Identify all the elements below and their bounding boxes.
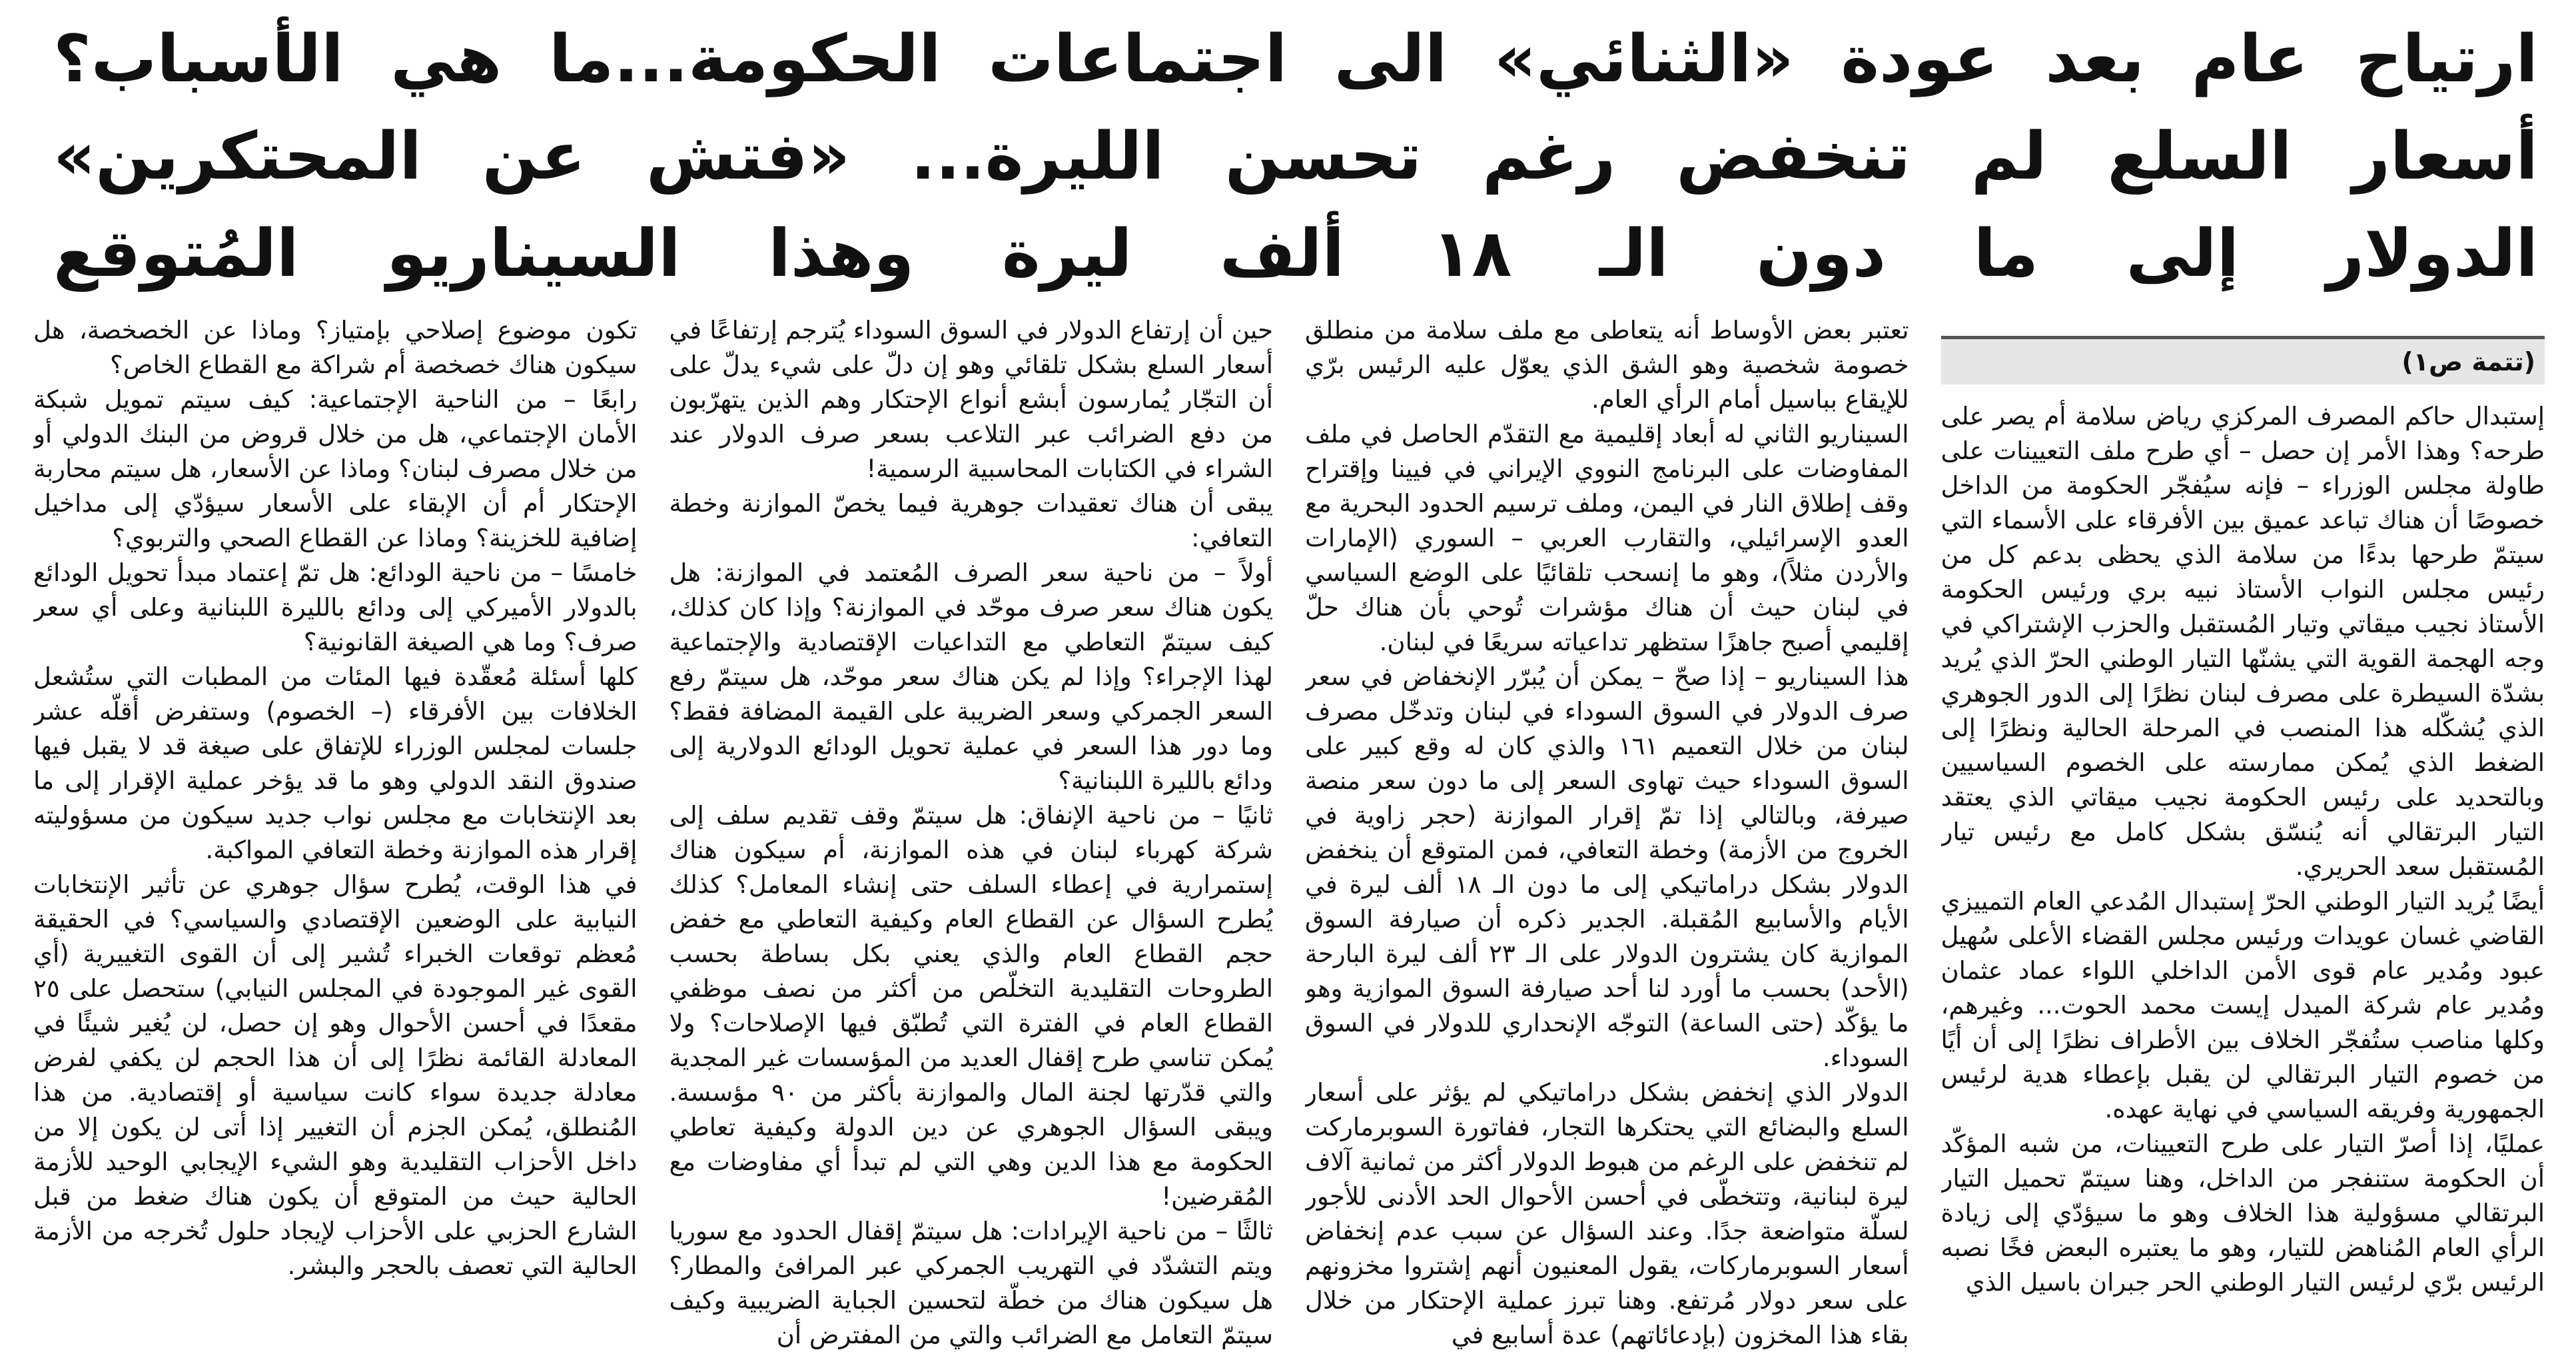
article-column-2: [1305, 313, 1909, 1366]
paragraph: عمليًا، إذا أصرّ التيار على طرح التعيينات، من شبه المؤكّد أن الحكومة ستنفجر من الداخل، وهنا سيتمّ تحميل التيار البرتقالي مسؤولية هذا الخلاف وهو ما سيؤدّي إلى زيادة الرأي العام المُناهض للتيار، وهو ما يعتبره البعض فخًا نصبه الرئيس برّي لرئيس التيار الوطني الحر جبران باسيل الذي: [1940, 1129, 2545, 1297]
headline-line-2: أسعار السلع لم تنخفض رغم تحسن الليرة... «فتش عن المحتكرين»: [53, 119, 2538, 195]
headline: [53, 13, 2538, 300]
paragraph: تعتبر بعض الأوساط أنه يتعاطى مع ملف سلامة من منطلق خصومة شخصية وهو الشق الذي يعوّل عليه الرئيس برّي للإيقاع بباسيل أمام الرأي العام.: [1305, 316, 1909, 414]
headline-line-1: ارتياح عام بعد عودة «الثنائي» الى اجتماعات الحكومة...ما هي الأسباب؟: [53, 21, 2538, 97]
article-column-3: [669, 313, 1274, 1366]
paragraph: كلها أسئلة مُعقّدة فيها المئات من المطبات التي ستُشعل الخلافات بين الأفرقاء (– الخصوم) وستفرض أقلّه عشر جلسات لمجلس الوزراء للإتفاق على صيغة قد لا يقبل فيها صندوق النقد الدولي وهو ما قد يؤخر عملية الإقرار إلى ما بعد الإنتخابات مع مجلس نواب جديد سيكون من مسؤوليته إقرار هذه الموازنة وخطة التعافي المواكبة.: [33, 662, 638, 864]
continuation-label: (تتمة ص١): [1941, 336, 2545, 384]
paragraph: هذا السيناريو – إذا صحّ – يمكن أن يُبرّر الإنخفاض في سعر صرف الدولار في السوق السوداء في لبنان وتدخّل مصرف لبنان من خلال التعميم ١٦١ والذي كان له وقع كبير على السوق السوداء حيث تهاوى السعر إلى ما دون سعر منصة صيرفة، وبالتالي إذا تمّ إقرار الموازنة (حجر زاوية في الخروج من الأزمة) وخطة التعافي، فمن المتوقع أن ينخفض الدولار بشكل دراماتيكي إلى ما دون الـ ١٨ ألف ليرة في الأيام والأسابيع المُقبلة. الجدير ذكره أن صيارفة السوق الموازية كان يشترون الدولار على الـ ٢٣ ألف ليرة البارحة (الأحد) بحسب ما أورد لنا أحد صيارفة السوق الموازية وهو ما يؤكّد (حتى الساعة) التوجّه الإنحداري للدولار في السوق السوداء.: [1305, 662, 1909, 1072]
paragraph: حين أن إرتفاع الدولار في السوق السوداء يُترجم إرتفاعًا في أسعار السلع بشكل تلقائي وهو إن دلّ على شيء يدلّ على أن التجّار يُمارسون أبشع أنواع الإحتكار وهم الذين يتهرّبون من دفع الضرائب عبر التلاعب بسعر صرف الدولار عند الشراء في الكتابات المحاسبية الرسمية!: [669, 316, 1273, 483]
paragraph: أولاً – من ناحية سعر الصرف المُعتمد في الموازنة: هل يكون هناك سعر صرف موحّد في الموازنة؟ وإذا كان كذلك، كيف سيتمّ التعاطي مع التداعيات الإقتصادية والإجتماعية لهذا الإجراء؟ وإذا لم يكن هناك سعر موحّد، هل سيتمّ رفع السعر الجمركي وسعر الضريبة على القيمة المضافة فقط؟ وما دور هذا السعر في عملية تحويل الودائع الدولارية إلى ودائع بالليرة اللبنانية؟: [669, 558, 1273, 795]
paragraph: ثالثًا – من ناحية الإيرادات: هل سيتمّ إقفال الحدود مع سوريا ويتم التشدّد في التهريب الجمركي عبر المرافئ والمطار؟ هل سيكون هناك من خطّة لتحسين الجباية الضريبية وكيف سيتمّ التعامل مع الضرائب والتي من المفترض أن: [669, 1217, 1273, 1349]
headline-line-3: الدولار إلى ما دون الـ ١٨ ألف ليرة وهذا السيناريو المُتوقع: [53, 216, 2538, 292]
article-column-4: [33, 313, 638, 1366]
paragraph: السيناريو الثاني له أبعاد إقليمية مع التقدّم الحاصل في ملف المفاوضات على البرنامج النووي الإيراني في فيينا وإقتراح وقف إطلاق النار في اليمن، وملف ترسيم الحدود البحرية مع العدو الإسرائيلي، والتقارب العربي – السوري (الإمارات والأردن مثلاً)، وهو ما إنسحب تلقائيًا على الوضع السياسي في لبنان حيث أن هناك مؤشرات تُوحي بأن هناك حلّ إقليمي أصبح جاهزًا ستظهر تداعياته سريعًا في لبنان.: [1305, 420, 1909, 656]
article-body: [33, 313, 2545, 1366]
article-column-1: [1941, 313, 2545, 1366]
paragraph: في هذا الوقت، يُطرح سؤال جوهري عن تأثير الإنتخابات النيابية على الوضعين الإقتصادي والسياسي؟ في الحقيقة مُعظم توقعات الخبراء تُشير إلى أن القوى التغييرية (أي القوى غير الموجودة في المجلس النيابي) ستحصل على ٢٥ مقعدًا في أحسن الأحوال وهو إن حصل، لن يُغير شيئًا في المعادلة القائمة نظرًا إلى أن هذا الحجم لن يكفي لفرض معادلة جديدة سواء كانت سياسية أو إقتصادية. من هذا المُنطلق، يُمكن الجزم أن التغيير إذا أتى لن يكون إلا من داخل الأحزاب التقليدية وهو الشيء الإيجابي الوحيد للأزمة الحالية حيث من المتوقع أن يكون هناك ضغط من قبل الشارع الحزبي على الأحزاب لإيجاد حلول تُخرجه من الأزمة الحالية التي تعصف بالحجر والبشر.: [33, 870, 638, 1280]
paragraph: تكون موضوع إصلاحي بإمتياز؟ وماذا عن الخصخصة، هل سيكون هناك خصخصة أم شراكة مع القطاع الخاص؟: [33, 316, 638, 379]
paragraph: خامسًا – من ناحية الودائع: هل تمّ إعتماد مبدأ تحويل الودائع بالدولار الأميركي إلى ودائع بالليرة اللبنانية وعلى أي سعر صرف؟ وما هي الصيغة القانونية؟: [33, 558, 638, 656]
paragraph: الدولار الذي إنخفض بشكل دراماتيكي لم يؤثر على أسعار السلع والبضائع التي يحتكرها التجار، ففاتورة السوبرماركت لم تنخفض على الرغم من هبوط الدولار أكثر من ثمانية آلاف ليرة لبنانية، وتتخطّى في أحسن الأحوال الحد الأدنى للأجور لسلّة متواضعة جدًا. وعند السؤال عن سبب عدم إنخفاض أسعار السوبرماركات، يقول المعنيون أنهم إشتروا مخزونهم على سعر دولار مُرتفع. وهنا تبرز عملية الإحتكار من خلال بقاء هذا المخزون (بإدعائاتهم) عدة أسابيع في: [1305, 1078, 1909, 1349]
paragraph: إستبدال حاكم المصرف المركزي رياض سلامة أم يصر على طرحه؟ وهذا الأمر إن حصل – أي طرح ملف التعيينات على طاولة مجلس الوزراء – فإنه سيُفجّر الحكومة من الداخل خصوصًا أن هناك تباعد عميق بين الأفرقاء على الأسماء التي سيتمّ طرحها بدءًا من سلامة الذي يحظى بدعم كل من رئيس مجلس النواب الأستاذ نبيه بري ورئيس الحكومة الأستاذ نجيب ميقاتي وتيار المُستقبل والحزب الإشتراكي في وجه الهجمة القوية التي يشنّها التيار الوطني الحرّ الذي يُريد بشدّة السيطرة على مصرف لبنان نظرًا إلى الدور الجوهري الذي يُشكّله هذا المنصب في المرحلة الحالية ونظرًا إلى الضغط الذي يُمكن ممارسته على الخصوم السياسيين وبالتحديد على رئيس الحكومة نجيب ميقاتي الذي يعتقد التيار البرتقالي أنه يُنسّق بشكل كامل مع رئيس تيار المُستقبل سعد الحريري.: [1940, 402, 2545, 881]
paragraph: يبقى أن هناك تعقيدات جوهرية فيما يخصّ الموازنة وخطة التعافي:: [669, 489, 1273, 552]
paragraph: ثانيًا – من ناحية الإنفاق: هل سيتمّ وقف تقديم سلف إلى شركة كهرباء لبنان في هذه الموازنة، أم سيكون هناك إستمرارية في إعطاء السلف حتى إنشاء المعامل؟ كذلك يُطرح السؤال عن القطاع العام وكيفية التعاطي مع خفض حجم القطاع العام والذي يعني بكل بساطة بحسب الطروحات التقليدية التخلّص من أكثر من نصف موظفي القطاع العام في الفترة التي تُطبّق فيها الإصلاحات؟ ولا يُمكن تناسي طرح إقفال العديد من المؤسسات غير المجدية والتي قدّرتها لجنة المال والموازنة بأكثر من ٩٠ مؤسسة. ويبقى السؤال الجوهري عن دين الدولة وكيفية تعاطي الحكومة مع هذا الدين وهي التي لم تبدأ أي مفاوضات مع المُقرضين!: [669, 801, 1273, 1211]
paragraph: أيضًا يُريد التيار الوطني الحرّ إستبدال المُدعي العام التمييزي القاضي غسان عويدات ورئيس مجلس القضاء الأعلى سُهيل عبود ومُدير عام قوى الأمن الداخلي اللواء عماد عثمان ومُدير عام شركة الميدل إيست محمد الحوت... وغيرهم، وكلها مناصب ستُفجّر الخلاف بين الأطراف نظرًا إلى أن أيًا من خصوم التيار البرتقالي لن يقبل بإعطاء هدية لرئيس الجمهورية وفريقه السياسي في نهاية عهده.: [1940, 887, 2545, 1123]
paragraph: رابعًا – من الناحية الإجتماعية: كيف سيتم تمويل شبكة الأمان الإجتماعي، هل من خلال قروض من البنك الدولي أو من خلال مصرف لبنان؟ وماذا عن الأسعار، هل سيتم محاربة الإحتكار أم أن الإبقاء على الأسعار سيؤدّي إلى مداخيل إضافية للخزينة؟ وماذا عن القطاع الصحي والتربوي؟: [33, 385, 638, 552]
